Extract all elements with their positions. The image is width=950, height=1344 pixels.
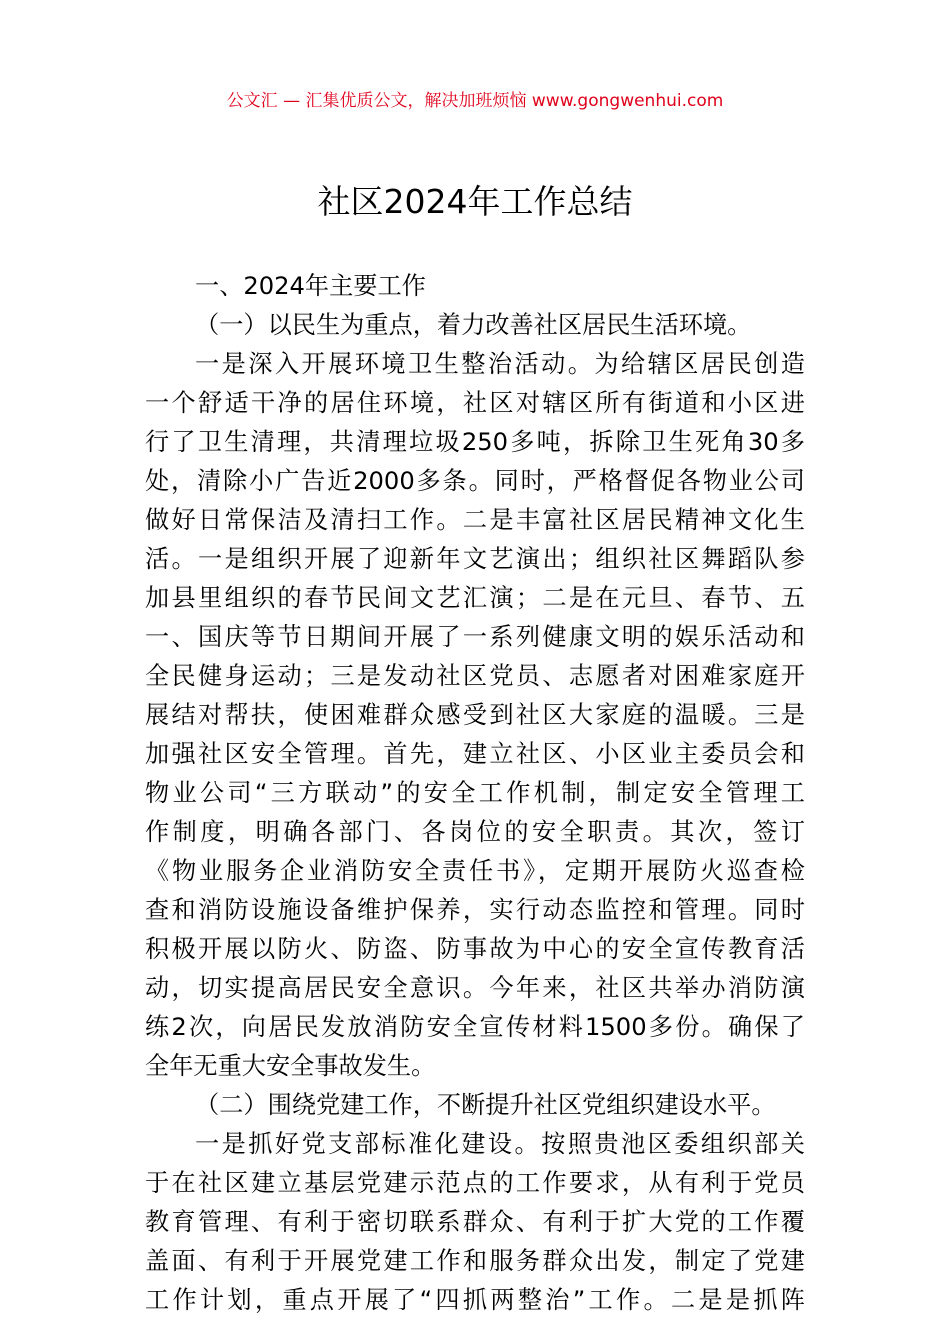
paragraph-line: 加强社区安全管理。首先，建立社区、小区业主委员会和 — [145, 740, 805, 768]
paragraph-line: 加县里组织的春节民间文艺汇演；二是在元旦、春节、五 — [145, 584, 805, 612]
subsection-heading: （二）围绕党建工作，不断提升社区党组织建设水平。 — [195, 1091, 776, 1119]
paragraph-line: 工作计划，重点开展了“四抓两整治”工作。二是是抓阵 — [145, 1286, 805, 1314]
paragraph-line: 展结对帮扶，使困难群众感受到社区大家庭的温暖。三是 — [145, 701, 805, 729]
paragraph-line: 作制度，明确各部门、各岗位的安全职责。其次，签订 — [145, 818, 805, 846]
paragraph-line: 一是抓好党支部标准化建设。按照贵池区委组织部关 — [195, 1130, 805, 1158]
section-heading: 一、2024年主要工作 — [195, 272, 426, 300]
paragraph-line: 全年无重大安全事故发生。 — [145, 1052, 436, 1080]
document-body — [145, 267, 805, 1320]
paragraph-line: 全民健身运动；三是发动社区党员、志愿者对困难家庭开 — [145, 662, 805, 690]
subsection-heading: （一）以民生为重点，着力改善社区居民生活环境。 — [195, 311, 752, 339]
paragraph-line: 做好日常保洁及清扫工作。二是丰富社区居民精神文化生 — [145, 506, 805, 534]
paragraph-line: 动，切实提高居民安全意识。今年来，社区共举办消防演 — [145, 974, 805, 1002]
paragraph-line: 盖面、有利于开展党建工作和服务群众出发，制定了党建 — [145, 1247, 805, 1275]
paragraph-line: 一是深入开展环境卫生整治活动。为给辖区居民创造 — [195, 350, 805, 378]
paragraph-line: 积极开展以防火、防盗、防事故为中心的安全宣传教育活 — [145, 935, 805, 963]
paragraph-line: 《物业服务企业消防安全责任书》，定期开展防火巡查检 — [145, 857, 805, 885]
paragraph-line: 查和消防设施设备维护保养，实行动态监控和管理。同时 — [145, 896, 805, 924]
paragraph-line: 教育管理、有利于密切联系群众、有利于扩大党的工作覆 — [145, 1208, 805, 1236]
paragraph-line: 练2次，向居民发放消防安全宣传材料1500多份。确保了 — [145, 1013, 805, 1041]
document-title: 社区2024年工作总结 — [317, 182, 633, 221]
paragraph-line: 一、国庆等节日期间开展了一系列健康文明的娱乐活动和 — [145, 623, 805, 651]
header-banner: 公文汇 — 汇集优质公文，解决加班烦恼 www.gongwenhui.com — [226, 91, 724, 111]
paragraph-line: 物业公司“三方联动”的安全工作机制，制定安全管理工 — [145, 779, 805, 807]
paragraph-line: 处，清除小广告近2000多条。同时，严格督促各物业公司 — [145, 467, 805, 495]
paragraph-line: 行了卫生清理，共清理垃圾250多吨，拆除卫生死角30多 — [145, 428, 805, 456]
paragraph-line: 于在社区建立基层党建示范点的工作要求，从有利于党员 — [145, 1169, 805, 1197]
paragraph-line: 活。一是组织开展了迎新年文艺演出；组织社区舞蹈队参 — [145, 545, 805, 573]
paragraph-line: 一个舒适干净的居住环境，社区对辖区所有街道和小区进 — [145, 389, 805, 417]
